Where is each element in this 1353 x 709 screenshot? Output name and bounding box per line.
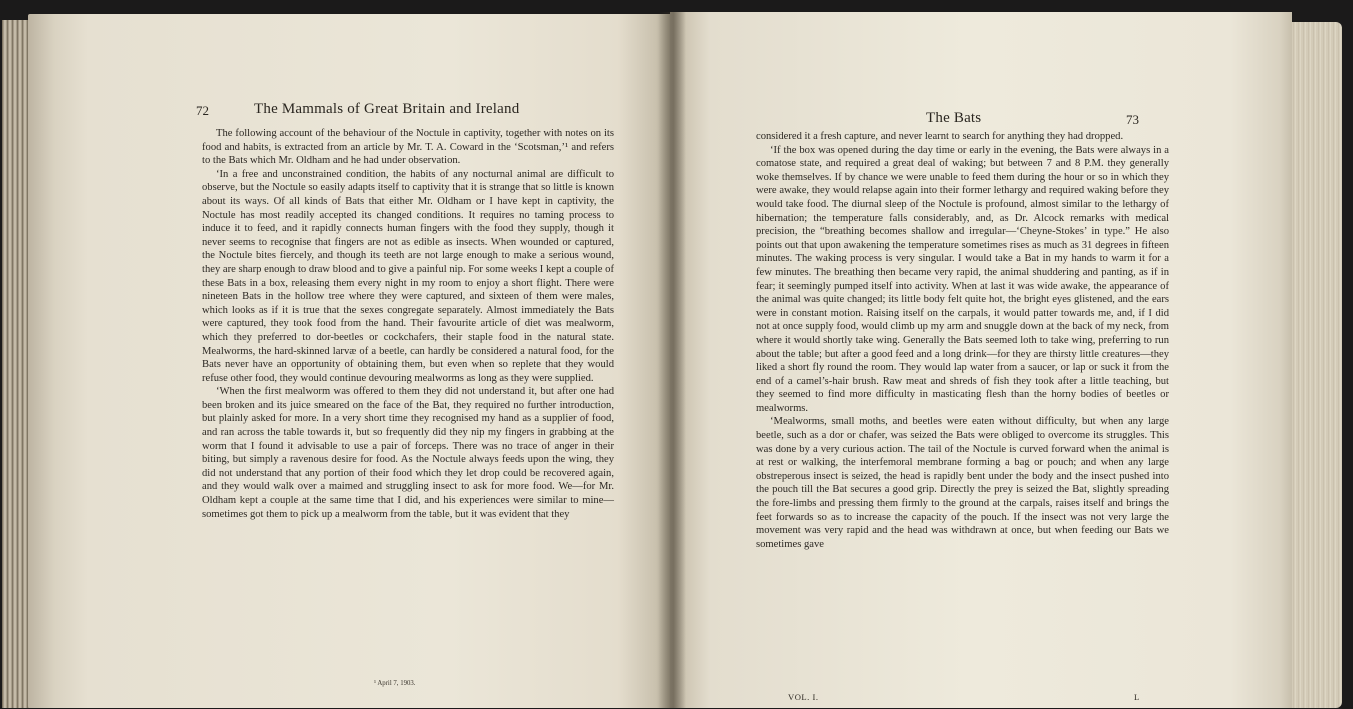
left-page-edges [2,20,30,708]
volume-signature: VOL. I. [788,692,819,702]
right-running-title: The Bats [926,110,982,126]
right-paragraph-1: considered it a fresh capture, and never learnt to search for anything they had dropped. [756,131,1124,142]
open-book [28,8,1342,708]
left-paragraph-2: ‘In a free and unconstrained condition, the habits of any nocturnal animal are difficult to observe, but the Noctule so easily adapts itself to captivity that it is strange that so little is known about its ways. Of all kinds of Bats that either Mr. Oldham or I have kept in captivity, the Noctule has most readily accepted its changed conditions. It requires no taming process to induce it to feed, and it rapidly connects human fingers with the food they supply, though it never seems to recognise that fingers are not as edible as insects. When wounded or captured, the Noctule bites fiercely, and though its teeth are not large enough to make a serious wound, they are sharp enough to draw blood and to give a painful nip. For some weeks I kept a couple of these Bats in a box, releasing them every night in my room to enjoy a short flight. There were nineteen Bats in the hollow tree where they were captured, and sixteen of them were males, which looks as if it is true that the sexes congregate separately. Almost immediately the Bats were captured, they took food from the hand. Their favourite article of diet was mealworm, which they preferred to dor-beetles or cockchafers, their staple food in the natural state. Mealworms, the hard-skinned larvæ of a beetle, can hardly be considered a natural food, for the Bats never have an opportunity of obtaining them, but even when so replete that they would refuse other food, they would continue devouring mealworms as long as they were supplied. [202,168,614,384]
right-paragraph-2: ‘If the box was opened during the day time or early in the evening, the Bats were always in a comatose state, and required a great deal of waking; but between 7 and 8 P.M. they generally woke themselves. If by chance we were unable to feed them during the hour or so in which they were awake, they would relapse again into their former lethargy and required waking before they would take food. The diurnal sleep of the Noctule is profound, almost similar to the lethargy of hibernation; the temperature falls considerably, and, as Dr. Alcock remarks with medical precision, the “breathing becomes shallow and irregular—‘Cheyne-Stokes’ in type.” He also points out that upon awakening the temperature sometimes rises as much as 31 degrees in fifteen minutes. The waking process is very singular. I would take a Bat in my hands to warm it for a few minutes. The breathing then became very rapid, the animal shuddering and panting, as if in fear; it seemingly pumped itself into activity. When at last it was wide awake, the appearance of the animal was quite changed; its little body felt quite hot, the bright eyes glistened, and the ears were in constant motion. Raising itself on the carpals, it would patter towards me, and, if I did not at once supply food, would climb up my arm and snuggle down at the back of my neck, from where it would shortly take wing. Generally the Bats seemed loth to take wing, preferring to run about the table; but after a good feed and a long drink—for they are thirsty little creatures—they liked a short fly round the room. They would lap water from a saucer, or lap or suck it from the end of a camel’s-hair brush. Raw meat and shreds of fish they took after a little teaching, but they seemed to find more difficulty in masticating flesh than the horny bodies of beetles or mealworms. [756,144,1169,414]
right-page-edges [1292,22,1342,708]
left-page-number: 72 [196,103,209,118]
left-body-text [202,127,614,521]
left-paragraph-1: The following account of the behaviour of the Noctule in captivity, together with notes on its food and habits, is extracted from an article by Mr. T. A. Coward in the ‘Scotsman,’¹ and refers to the Bats which Mr. Oldham and he had under observation. [202,128,614,167]
left-footnote: ¹ April 7, 1903. [374,680,416,687]
left-paragraph-3: ‘When the first mealworm was offered to them they did not understand it, but after one had been broken and its juice smeared on the face of the Bat, they required no further introduction, but plainly asked for more. In a very short time they recognised my hand as a supplier of food, and ran across the table towards it, but so frequently did they nip my fingers in grabbing at the worm that I found it advisable to use a pair of forceps. There was no trace of anger in their biting, but simply a ravenous desire for food. As the Noctule always feeds upon the wing, they did not understand that any portion of their food which they let drop could be recovered again, and they would walk over a maimed and struggling insect to ask for more food. We—for Mr. Oldham kept a couple at the same time that I did, and his experiences were similar to mine—sometimes got them to pick up a mealworm from the table, but it was evident that they [202,386,614,520]
right-paragraph-3: ‘Mealworms, small moths, and beetles were eaten without difficulty, but when any large beetle, such as a dor or chafer, was seized the Bats were obliged to overcome its struggles. This was done by a very curious action. The tail of the Noctule is curved forward when the animal is at rest or walking, the interfemoral membrane forming a bag or pouch; and when any large obstreperous insect is seized, the head is rapidly bent under the body and the insect pushed into the pouch till the Bat secures a good grip. Directly the prey is seized the Bat, slightly spreading the fore-limbs and pressing them firmly to the ground at the carpals, raises itself and brings the feet forwards so as to increase the capacity of the pouch. If the insect was not very large the movement was very rapid and the head was withdrawn at once, but when feeding our Bats we sometimes gave [756,416,1169,550]
right-body-text [756,130,1169,551]
signature-mark: L [1134,692,1140,702]
right-page-number: 73 [1126,112,1139,127]
book-gutter [658,12,686,708]
left-running-title: The Mammals of Great Britain and Ireland [254,101,520,117]
